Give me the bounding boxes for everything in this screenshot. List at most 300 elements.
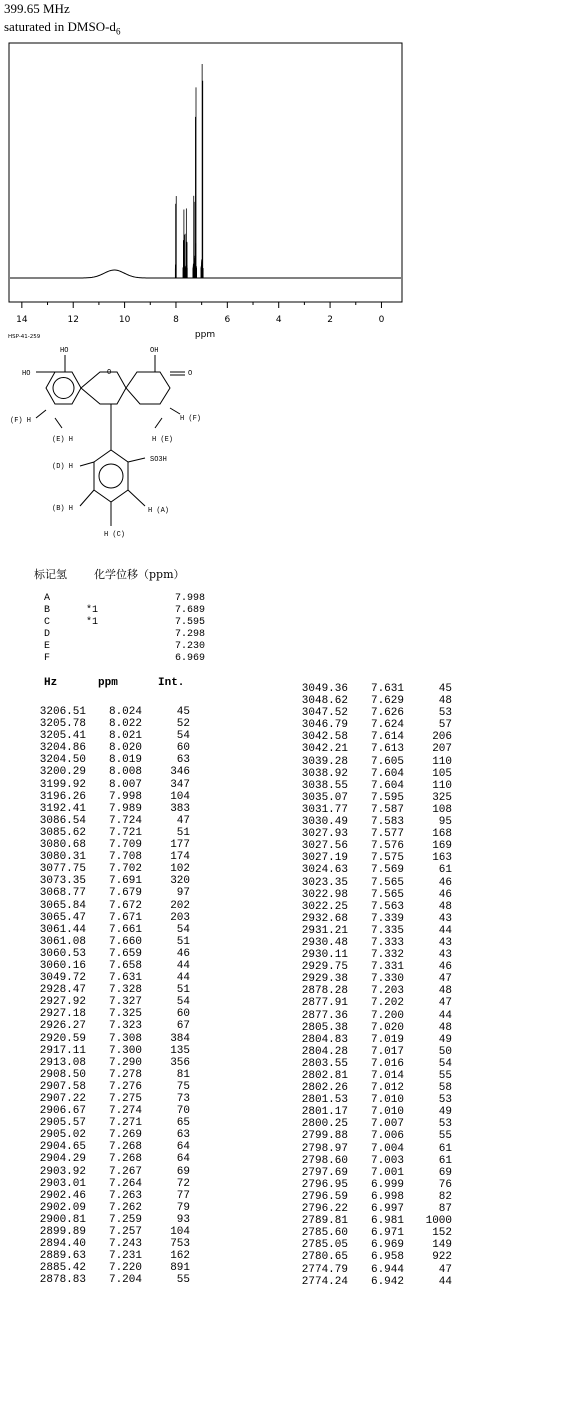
so3h-label: SO3H	[150, 456, 167, 464]
peak-ppm: 7.016	[370, 1057, 404, 1070]
peak-hz: 3077.75	[39, 863, 86, 876]
peak-intensity: 356	[170, 1056, 190, 1069]
peak-hz: 3065.84	[39, 899, 86, 912]
peak-intensity: 110	[432, 755, 452, 768]
peak-ppm: 7.339	[370, 912, 404, 925]
peak-intensity: 93	[176, 1213, 190, 1226]
h-a-label: H (A)	[148, 507, 170, 515]
sample-id: HSP-41-259	[8, 334, 41, 340]
peak-ppm: 6.969	[370, 1239, 404, 1252]
peak-hz: 2798.97	[301, 1142, 348, 1155]
peak-intensity: 174	[170, 851, 190, 864]
peak-intensity: 108	[432, 803, 452, 816]
peak-ppm: 7.661	[108, 923, 142, 936]
peak-intensity: 53	[438, 707, 452, 720]
peak-ppm: 7.583	[370, 816, 404, 829]
assignment-note: *1	[86, 617, 99, 628]
peak-intensity: 169	[432, 840, 452, 853]
peak-hz: 3061.08	[39, 935, 86, 948]
aromatic-circle-left	[53, 378, 74, 399]
peak-ppm: 7.659	[108, 947, 142, 960]
peak-ppm: 7.323	[108, 1020, 142, 1033]
peak-ppm: 6.971	[370, 1227, 404, 1240]
peak-ppm: 6.942	[370, 1275, 404, 1288]
peak-hz: 2927.92	[39, 996, 86, 1009]
peak-ppm: 7.274	[108, 1105, 142, 1118]
peak-hz: 2801.17	[301, 1106, 348, 1119]
peak-hz: 2929.75	[301, 961, 348, 974]
peak-hz: 2805.38	[301, 1021, 348, 1034]
peak-intensity: 152	[432, 1227, 452, 1240]
ho-top-label: HO	[60, 347, 69, 355]
peak-hz: 2905.57	[39, 1117, 86, 1130]
peak-ppm: 8.020	[108, 742, 142, 755]
peak-intensity: 48	[438, 1021, 452, 1034]
peak-hz: 3022.98	[301, 888, 348, 901]
peak-intensity: 54	[438, 1057, 452, 1070]
peak-ppm: 7.200	[370, 1009, 404, 1022]
ring-oxygen-label: O	[107, 369, 112, 377]
peak-intensity: 51	[176, 935, 190, 948]
peak-ppm: 7.202	[370, 997, 404, 1010]
peak-ppm: 7.576	[370, 840, 404, 853]
peak-intensity: 53	[438, 1118, 452, 1131]
peak-intensity: 61	[438, 1154, 452, 1167]
peak-hz: 2900.81	[39, 1213, 86, 1226]
peak-intensity: 54	[176, 996, 190, 1009]
peak-hz: 3086.54	[39, 814, 86, 827]
peak-hz: 3080.31	[39, 851, 86, 864]
bond-so3h	[128, 458, 145, 462]
peak-intensity: 63	[176, 1129, 190, 1142]
peak-hz: 2789.81	[301, 1215, 348, 1228]
peak-intensity: 384	[170, 1032, 190, 1045]
peak-ppm: 7.278	[108, 1068, 142, 1081]
bond-h-f-left	[36, 410, 46, 418]
peak-ppm: 7.243	[108, 1238, 142, 1251]
peak-ppm: 7.271	[108, 1117, 142, 1130]
peak-hz: 3038.55	[301, 779, 348, 792]
peak-hz: 3068.77	[39, 887, 86, 900]
h-d-label: (D) H	[52, 463, 74, 471]
peak-intensity: 43	[438, 912, 452, 925]
peak-hz: 3046.79	[301, 719, 348, 732]
peak-intensity: 81	[176, 1068, 190, 1081]
peak-ppm: 7.587	[370, 803, 404, 816]
peak-intensity: 49	[438, 1033, 452, 1046]
h-f-right-label: H (F)	[180, 415, 202, 423]
peak-intensity: 47	[438, 973, 452, 986]
peak-intensity: 104	[170, 790, 190, 803]
peak-intensity: 70	[176, 1105, 190, 1118]
peak-hz: 3039.28	[301, 755, 348, 768]
x-tick-label-4: 4	[275, 315, 282, 325]
peak-ppm: 6.958	[370, 1251, 404, 1264]
peak-ppm: 7.672	[108, 899, 142, 912]
assignment-label: E	[44, 641, 51, 652]
peak-ppm: 6.997	[370, 1203, 404, 1216]
peak-intensity: 51	[176, 826, 190, 839]
solvent-label	[4, 19, 120, 40]
peak-hz: 2878.28	[301, 985, 348, 998]
peak-hz: 2930.11	[301, 949, 348, 962]
aromatic-circle-phenyl	[99, 464, 123, 488]
peak-hz: 2927.18	[39, 1008, 86, 1021]
peak-ppm: 7.257	[108, 1226, 142, 1239]
xanthene-ring-left	[46, 372, 81, 404]
peak-ppm: 7.014	[370, 1070, 404, 1082]
peak-intensity: 77	[176, 1189, 190, 1202]
peak-hz: 3199.92	[39, 778, 86, 791]
assignment-note: *1	[86, 605, 99, 616]
peak-ppm: 7.565	[370, 888, 404, 901]
peak-intensity: 207	[432, 743, 452, 756]
peak-hz: 3060.53	[39, 947, 86, 960]
peak-hz: 2885.42	[39, 1262, 86, 1275]
peak-ppm: 7.658	[108, 959, 142, 972]
assignment-value: 7.230	[175, 641, 206, 652]
peak-hz: 2917.11	[39, 1044, 86, 1057]
peak-ppm: 7.290	[108, 1056, 142, 1069]
xanthene-ring-right	[126, 372, 170, 404]
peak-intensity: 44	[438, 1275, 452, 1288]
peak-ppm: 8.024	[108, 706, 142, 718]
peak-ppm: 7.631	[370, 683, 404, 695]
x-tick-label-10: 10	[118, 315, 131, 325]
h-f-left-label: (F) H	[10, 417, 32, 425]
assignment-label: A	[44, 593, 51, 604]
peak-ppm: 6.998	[370, 1190, 404, 1203]
peak-hz: 2796.22	[301, 1203, 348, 1216]
peak-intensity: 97	[176, 887, 190, 900]
peak-ppm: 7.012	[370, 1082, 404, 1095]
peak-intensity: 76	[438, 1178, 452, 1191]
peak-ppm: 8.019	[108, 754, 142, 767]
peak-hz: 3038.92	[301, 767, 348, 780]
peak-hz: 2908.50	[39, 1068, 86, 1081]
peak-ppm: 7.327	[108, 996, 142, 1009]
peak-hz: 2926.27	[39, 1020, 86, 1033]
peak-ppm: 8.022	[108, 718, 142, 731]
peak-hz: 2797.69	[301, 1166, 348, 1179]
peak-ppm: 7.563	[370, 900, 404, 913]
peak-hz: 2905.02	[39, 1129, 86, 1142]
peak-intensity: 52	[176, 718, 190, 731]
peak-ppm: 7.268	[108, 1153, 142, 1166]
solvent-text: saturated in DMSO-d	[4, 19, 116, 34]
peak-hz: 2894.40	[39, 1238, 86, 1251]
peak-hz: 3080.68	[39, 839, 86, 852]
ho-left-label: HO	[22, 370, 31, 378]
ketone-oxygen-label: O	[188, 370, 193, 378]
peak-intensity: 163	[432, 852, 452, 865]
assignment-label: C	[44, 617, 51, 628]
ppm-header: ppm	[98, 677, 118, 689]
peak-intensity: 55	[438, 1130, 452, 1143]
spectrum-baseline	[10, 270, 401, 278]
peak-ppm: 7.721	[108, 826, 142, 839]
peak-hz: 3022.25	[301, 900, 348, 913]
x-tick-label-8: 8	[173, 315, 179, 325]
peak-ppm: 7.020	[370, 1021, 404, 1034]
x-tick-label-12: 12	[67, 315, 79, 325]
bond-h-e-left	[55, 418, 62, 428]
peak-intensity: 64	[176, 1141, 190, 1154]
peak-intensity: 47	[176, 814, 190, 827]
peak-ppm: 7.300	[108, 1044, 142, 1057]
bond-h-a	[128, 490, 145, 506]
peak-intensity: 43	[438, 949, 452, 962]
peak-hz: 3204.86	[39, 742, 86, 755]
peak-intensity: 61	[438, 1142, 452, 1155]
spectrometer-frequency: 399.65 MHz	[4, 1, 70, 16]
peak-intensity: 922	[432, 1251, 452, 1264]
peak-ppm: 7.708	[108, 851, 142, 864]
peak-intensity: 110	[432, 779, 452, 792]
peak-hz: 2903.92	[39, 1165, 86, 1178]
peak-ppm: 7.631	[108, 972, 142, 985]
peak-ppm: 7.671	[108, 911, 142, 924]
peak-intensity: 51	[176, 984, 190, 997]
peak-hz: 3206.51	[39, 706, 86, 718]
bond-h-d	[80, 462, 94, 466]
peak-ppm: 7.003	[370, 1154, 404, 1167]
peak-hz: 2906.67	[39, 1105, 86, 1118]
peak-intensity: 383	[170, 802, 190, 815]
peak-ppm: 7.629	[370, 695, 404, 708]
peak-hz: 3048.62	[301, 695, 348, 708]
peak-intensity: 44	[438, 1009, 452, 1022]
peak-ppm: 7.262	[108, 1201, 142, 1214]
peak-intensity: 162	[170, 1250, 190, 1263]
peak-intensity: 61	[438, 864, 452, 877]
peak-hz: 3027.93	[301, 828, 348, 841]
peak-hz: 2877.91	[301, 997, 348, 1010]
solvent-subscript: 6	[115, 26, 121, 37]
peak-hz: 3204.50	[39, 754, 86, 767]
h-e-left-label: (E) H	[52, 436, 74, 444]
peak-hz: 2899.89	[39, 1226, 86, 1239]
peak-ppm: 7.604	[370, 779, 404, 792]
peak-hz: 2774.24	[301, 1275, 348, 1288]
peak-hz: 2780.65	[301, 1251, 348, 1264]
peak-intensity: 203	[170, 911, 190, 924]
peak-ppm: 7.017	[370, 1045, 404, 1058]
peak-ppm: 7.308	[108, 1032, 142, 1045]
peak-intensity: 50	[438, 1045, 452, 1058]
peak-hz: 2796.59	[301, 1190, 348, 1203]
peak-hz: 2902.09	[39, 1201, 86, 1214]
peak-ppm: 7.998	[108, 790, 142, 803]
peak-ppm: 7.565	[370, 876, 404, 889]
peak-intensity: 57	[438, 719, 452, 732]
peak-hz: 2796.95	[301, 1178, 348, 1191]
peak-hz: 2929.38	[301, 973, 348, 986]
x-tick-label-6: 6	[224, 315, 231, 325]
h-c-label: H (C)	[104, 531, 126, 539]
peak-intensity: 45	[176, 706, 190, 718]
peak-intensity: 44	[176, 972, 190, 985]
peak-intensity: 65	[176, 1117, 190, 1130]
peak-ppm: 7.220	[108, 1262, 142, 1275]
peak-intensity: 177	[170, 839, 190, 852]
peak-ppm: 6.981	[370, 1215, 404, 1228]
peak-intensity: 325	[432, 791, 452, 804]
peak-hz: 3023.35	[301, 876, 348, 889]
peak-intensity: 64	[176, 1153, 190, 1166]
assignment-label: B	[44, 605, 51, 616]
peak-intensity: 95	[438, 816, 452, 829]
peak-ppm: 7.333	[370, 936, 404, 949]
peak-hz: 2932.68	[301, 912, 348, 925]
peak-ppm: 7.626	[370, 707, 404, 720]
peak-hz: 2878.83	[39, 1274, 86, 1287]
peak-hz: 2928.47	[39, 984, 86, 997]
peak-hz: 2889.63	[39, 1250, 86, 1263]
peak-hz: 3047.52	[301, 707, 348, 720]
peak-intensity: 67	[176, 1020, 190, 1033]
peak-hz: 3205.78	[39, 718, 86, 731]
peak-intensity: 46	[176, 947, 190, 960]
x-tick-label-0: 0	[378, 315, 385, 325]
peak-ppm: 7.577	[370, 828, 404, 841]
peak-hz: 3192.41	[39, 802, 86, 815]
x-axis-label: ppm	[194, 330, 216, 340]
peak-hz: 2799.88	[301, 1130, 348, 1143]
peak-hz: 2798.60	[301, 1154, 348, 1167]
peak-intensity: 102	[170, 863, 190, 876]
peak-hz: 2907.58	[39, 1080, 86, 1093]
peak-ppm: 6.944	[370, 1263, 404, 1276]
peak-ppm: 7.010	[370, 1106, 404, 1119]
peak-intensity: 73	[176, 1093, 190, 1105]
peak-hz: 3196.26	[39, 790, 86, 803]
peak-intensity: 320	[170, 875, 190, 888]
peak-ppm: 7.267	[108, 1165, 142, 1178]
peak-intensity: 48	[438, 695, 452, 708]
bond-h-b	[80, 490, 94, 506]
peak-hz: 2804.28	[301, 1045, 348, 1058]
peak-hz: 2774.79	[301, 1263, 348, 1276]
x-tick-label-14: 14	[16, 315, 28, 325]
peak-ppm: 7.702	[108, 863, 142, 876]
peak-hz: 3031.77	[301, 803, 348, 816]
assignment-value: 7.595	[175, 617, 206, 628]
peak-hz: 2930.48	[301, 936, 348, 949]
peak-ppm: 7.569	[370, 864, 404, 877]
peak-hz: 2800.25	[301, 1118, 348, 1131]
peak-ppm: 7.679	[108, 887, 142, 900]
peak-hz: 2931.21	[301, 924, 348, 937]
peak-hz: 3065.47	[39, 911, 86, 924]
h-b-label: (B) H	[52, 505, 74, 513]
peak-hz: 2802.81	[301, 1070, 348, 1082]
x-axis	[16, 302, 384, 325]
spectrum-trace-group	[10, 64, 401, 278]
peak-intensity: 49	[438, 1106, 452, 1119]
peak-hz: 3030.49	[301, 816, 348, 829]
peak-intensity: 135	[170, 1044, 190, 1057]
peak-hz: 2803.55	[301, 1057, 348, 1070]
peak-hz: 3027.56	[301, 840, 348, 853]
peak-ppm: 7.259	[108, 1213, 142, 1226]
peak-ppm: 7.269	[108, 1129, 142, 1142]
peak-ppm: 7.275	[108, 1093, 142, 1105]
peak-intensity: 44	[176, 959, 190, 972]
peak-intensity: 47	[438, 997, 452, 1010]
peak-intensity: 60	[176, 1008, 190, 1021]
assignment-value: 7.298	[175, 629, 206, 640]
peak-hz: 3035.07	[301, 791, 348, 804]
peak-intensity: 48	[438, 900, 452, 913]
peak-intensity: 58	[438, 1082, 452, 1095]
peak-intensity: 1000	[425, 1215, 452, 1228]
peak-intensity: 206	[432, 731, 452, 744]
peak-intensity: 43	[438, 936, 452, 949]
peak-ppm: 7.660	[108, 935, 142, 948]
peak-ppm: 7.331	[370, 961, 404, 974]
peak-ppm: 7.330	[370, 973, 404, 986]
peak-intensity: 87	[438, 1203, 452, 1216]
peak-hz: 3205.41	[39, 730, 86, 743]
peak-ppm: 7.203	[370, 985, 404, 998]
peak-ppm: 6.999	[370, 1178, 404, 1191]
bond-h-e-right	[155, 418, 162, 428]
peak-hz: 2904.29	[39, 1153, 86, 1166]
h-e-right-label: H (E)	[152, 436, 174, 444]
peak-ppm: 7.595	[370, 791, 404, 804]
peak-intensity: 891	[170, 1262, 190, 1275]
bond-h-f-right	[170, 408, 180, 414]
int-header: Int.	[158, 677, 185, 689]
peak-ppm: 7.691	[108, 875, 142, 888]
peak-intensity: 79	[176, 1201, 190, 1214]
x-tick-label-2: 2	[327, 315, 333, 325]
peak-intensity: 72	[176, 1177, 190, 1190]
peak-hz: 2877.36	[301, 1009, 348, 1022]
peak-hz: 3085.62	[39, 826, 86, 839]
peak-hz: 3042.21	[301, 743, 348, 756]
peak-hz: 3049.36	[301, 683, 348, 695]
peak-ppm: 7.231	[108, 1250, 142, 1263]
peak-ppm: 8.008	[108, 766, 142, 779]
peak-intensity: 63	[176, 754, 190, 767]
assignment-shift-header: 化学位移（ppm）	[94, 568, 185, 581]
peak-ppm: 7.328	[108, 984, 142, 997]
peak-intensity: 44	[438, 924, 452, 937]
peak-intensity: 168	[432, 828, 452, 841]
peak-intensity: 46	[438, 961, 452, 974]
peak-ppm: 7.019	[370, 1033, 404, 1046]
peak-hz: 2907.22	[39, 1093, 86, 1105]
assignment-label: F	[44, 653, 51, 664]
peak-ppm: 7.614	[370, 731, 404, 744]
peak-ppm: 7.605	[370, 755, 404, 768]
peak-ppm: 7.604	[370, 767, 404, 780]
peak-hz: 3024.63	[301, 864, 348, 877]
peak-intensity: 55	[438, 1070, 452, 1082]
peak-ppm: 7.332	[370, 949, 404, 962]
peak-ppm: 7.575	[370, 852, 404, 865]
peak-hz: 3042.58	[301, 731, 348, 744]
peak-intensity: 75	[176, 1080, 190, 1093]
peak-intensity: 48	[438, 985, 452, 998]
peak-hz: 3061.44	[39, 923, 86, 936]
peak-hz: 3200.29	[39, 766, 86, 779]
peak-ppm: 7.204	[108, 1274, 142, 1287]
peak-hz: 2804.83	[301, 1033, 348, 1046]
peak-hz: 3073.35	[39, 875, 86, 888]
